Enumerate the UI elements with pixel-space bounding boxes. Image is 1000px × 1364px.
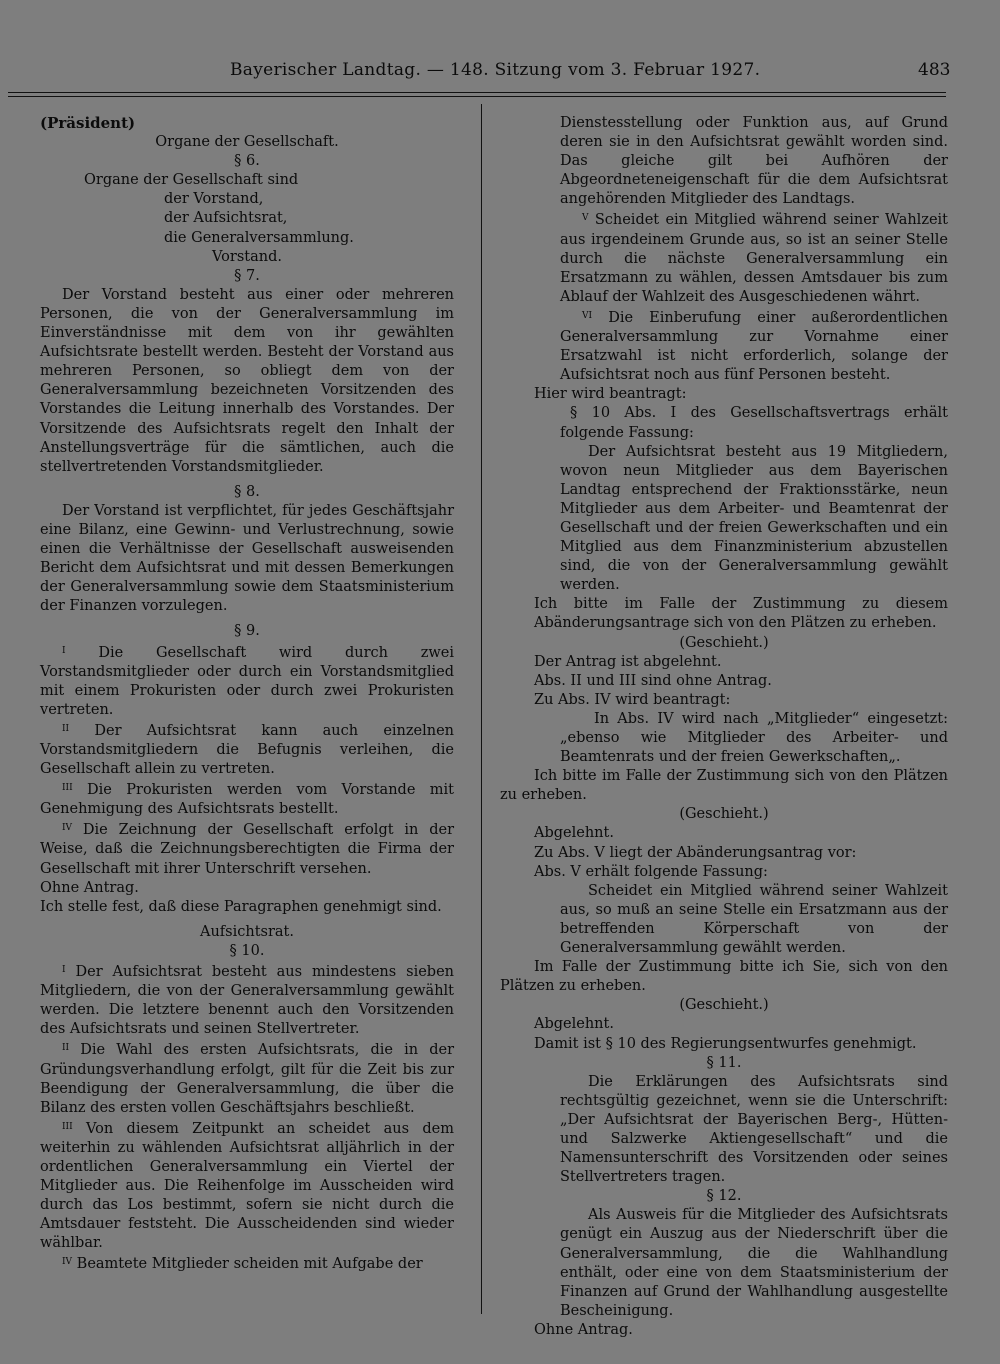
statement: Abgelehnt. [534,1016,614,1033]
motion-intro: § 10 Abs. I des Gesellschaftsvertrags erhält folgende Fassung: [560,405,948,441]
clause [500,209,948,306]
statement: Abgelehnt. [534,825,614,842]
paragraph-text: Der Vorstand ist verpflichtet, für jedes Geschäftsjahr eine Bilanz, eine Gewinn- und Verlustrechnung, sowie einen die Verhältnisse der Gesellschaft ausweisenden Bericht dem Aufsichtsrat und mit dessen Bemerkungen der Generalversammlung sowie dem Staatsministerium der Finanzen vorzulegen. [40,502,454,615]
clause-text: Beamtete Mitglieder scheiden mit Aufgabe der [76,1256,423,1273]
clause-mark: II [62,1043,70,1054]
clause [40,642,454,720]
paragraph-number: § 10. [229,942,265,959]
paragraph-number: § 6. [234,153,260,170]
paragraph-number: § 9. [234,623,260,640]
clause [40,720,454,779]
clause-mark: IV [62,823,73,834]
clause-text: Die Prokuristen werden vom Vorstande mit Genehmigung des Aufsichtsrats bestellt. [40,782,454,818]
clause-text: Die Gesellschaft wird durch zwei Vorstandsmitglieder oder durch ein Vorstandsmitglied mit einem Prokuristen oder durch zwei Prokuristen vertreten. [40,644,455,718]
paragraph-number: § 7. [234,267,260,284]
list-intro: Organe der Gesellschaft sind [84,172,299,189]
section-title: Vorstand. [212,248,282,265]
statement: Ich bitte im Falle der Zustimmung sich von den Plätzen zu erheben. [500,768,948,804]
header-rule-thin [8,96,946,97]
clause-mark: II [62,723,70,734]
clause-text: Die Einberufung einer außerordentlichen Generalversammlung zur Vornahme einer Ersatzwahl ist nicht erforderlich, solange der Aufsichtsrat noch aus fünf Personen besteht. [560,309,948,384]
running-title: Bayerischer Landtag. — 148. Sitzung vom 3. Februar 1927. [230,60,761,80]
motion-note: Ohne Antrag. [40,879,139,896]
motion-text: Der Aufsichtsrat besteht aus 19 Mitgliedern, wovon neun Mitglieder aus dem Bayerischen Landtag entsprechend der Fraktionsstärke, neun Mitglieder aus dem Arbeiter- und Beamtenrat der Gesellschaft und der freien Gewerkschaften und ein Mitglied aus dem Finanzministerium abzustellen sind, die von der Generalversammlung gewählt werden. [560,443,948,594]
page-header [0,58,1000,84]
statement: Damit ist § 10 des Regierungsentwurfes genehmigt. [534,1035,917,1052]
paragraph-text: Der Vorstand besteht aus einer oder mehreren Personen, die von der Generalversammlung im Einverständnisse mit dem von ihr gewählten Aufsichtsrate bestellt werden. Besteht der Vorstand aus mehreren Personen, so obliegt dem von der Generalversammlung bezeichneten Vorsitzenden des Vorstandes die Leitung innerhalb des Vorstandes. Der Vorsitzende des Aufsichtsrats regelt den Inhalt der Anstellungsverträge für die sämtlichen, auch die stellvertretenden Vorstandsmitglieder. [40,286,454,475]
clause-text: Scheidet ein Mitglied während seiner Wahlzeit aus irgendeinem Grunde aus, so ist an seiner Stelle durch die nächste Generalversammlung ein Ersatzmann zu wählen, dessen Amtsdauer bis zum Ablauf der Wahlzeit des Ausgeschiedenen währt. [560,212,949,305]
clause-mark: III [62,1121,73,1132]
motion-text: In Abs. IV wird nach „Mitglieder“ eingesetzt: „ebenso wie Mitglieder des Arbeiter- und Beamtenrats und der freien Gewerkschaften„. [560,710,948,766]
column-divider [481,104,482,1314]
note: (Geschieht.) [679,806,769,823]
list-item: die Generalversammlung. [164,229,354,246]
clause-mark: V [582,213,589,224]
clause-text: Von diesem Zeitpunkt an scheidet aus dem weiterhin zu wählenden Aufsichtsrat alljährlich in der ordentlichen Generalversammlung ein Viertel der Mitglieder aus. Die Reihenfolge im Ausscheiden wird durch das Los bestimmt, sofern sie nicht durch die Amtsdauer feststeht. Die Ausscheidenden sind wieder wählbar. [40,1120,454,1252]
clause-mark: III [62,783,73,794]
section-title: Organe der Gesellschaft. [155,134,339,151]
paragraph-text: Die Erklärungen des Aufsichtsrats sind rechtsgültig gezeichnet, wenn sie die Unterschrift: „Der Aufsichtsrat der Bayerischen Berg-, Hütten- und Salzwerke Aktiengesellschaft“ und die Namensunterschrift des Vorsitzenden oder seines Stellvertreters tragen. [560,1073,948,1186]
clause-mark: I [62,645,66,656]
statement: Hier wird beantragt: [534,386,687,403]
right-column [500,114,948,1340]
motion-note: Ohne Antrag. [534,1321,633,1338]
statement: Zu Abs. V liegt der Abänderungsantrag vor: [534,844,857,861]
statement: Abs. II und III sind ohne Antrag. [534,672,772,689]
paragraph-text: Als Ausweis für die Mitglieder des Aufsichtsrats genügt ein Auszug aus der Niederschrift über die Generalversammlung, die die Wahlhandlung enthält, oder eine von dem Staatsministerium der Finanzen auf Grund der Wahlhandlung ausgestellte Bescheinigung. [560,1207,948,1319]
clause [40,961,454,1039]
clause-mark: I [62,965,66,976]
paragraph-number: § 12. [706,1188,742,1205]
page-number: 483 [918,60,951,80]
statement: Im Falle der Zustimmung bitte ich Sie, sich von den Plätzen zu erheben. [500,959,948,995]
paragraph-number: § 8. [234,483,260,500]
clause-text: Die Zeichnung der Gesellschaft erfolgt in der Weise, daß die Zeichnungsberechtigten die Firma der Gesellschaft mit ihrer Unterschrift versehen. [40,822,455,877]
note: (Geschieht.) [679,997,769,1014]
clause [40,819,454,878]
clause-text: Der Aufsichtsrat kann auch einzelnen Vorstandsmitgliedern die Befugnis verleihen, die Gesellschaft allein zu vertreten. [40,722,455,778]
clause-mark: VI [582,310,593,321]
statement: Ich stelle fest, daß diese Paragraphen genehmigt sind. [40,898,442,915]
clause [40,1118,454,1254]
statement: Zu Abs. IV wird beantragt: [534,691,731,708]
left-column [40,114,454,1275]
section-title: Aufsichtsrat. [200,923,294,940]
list-item: der Aufsichtsrat, [164,210,288,227]
paragraph-number: § 11. [706,1054,742,1071]
statement: Der Antrag ist abgelehnt. [534,653,722,670]
motion-intro: Abs. V erhält folgende Fassung: [534,863,768,880]
list-item: der Vorstand, [164,191,264,208]
clause [40,1039,454,1117]
statement: Ich bitte im Falle der Zustimmung zu diesem Abänderungsantrage sich von den Plätzen zu erheben. [534,596,948,632]
note: (Geschieht.) [679,634,769,651]
speaker-label: (Präsident) [40,114,136,132]
paragraph-text: Dienstesstellung oder Funktion aus, auf Grund deren sie in den Aufsichtsrat gewählt worden sind. Das gleiche gilt bei Aufhören der Abgeordneteneigenschaft für die dem Aufsichtsrat angehörenden Mitglieder des Landtags. [560,115,948,208]
clause-mark: IV [62,1257,73,1268]
clause [500,307,948,385]
clause-text: Die Wahl des ersten Aufsichtsrats, die in der Gründungsverhandlung erfolgt, gilt für die Zeit bis zur Beendigung der Generalversammlung, die über die Bilanz des ersten vollen Geschäftsjahrs beschließt. [40,1042,454,1116]
clause-text: Der Aufsichtsrat besteht aus mindestens sieben Mitgliedern, die von der Generalversammlung gewählt werden. Die letztere benennt auch den Vorsitzenden des Aufsichtsrats und seinen Stellvertreter. [40,964,454,1038]
clause [40,1253,454,1274]
clause [40,779,454,819]
header-rule [8,92,946,93]
motion-text: Scheidet ein Mitglied während seiner Wahlzeit aus, so muß an seine Stelle ein Ersatzmann aus der betreffenden Körperschaft von der Generalversammlung gewählt werden. [560,882,948,957]
